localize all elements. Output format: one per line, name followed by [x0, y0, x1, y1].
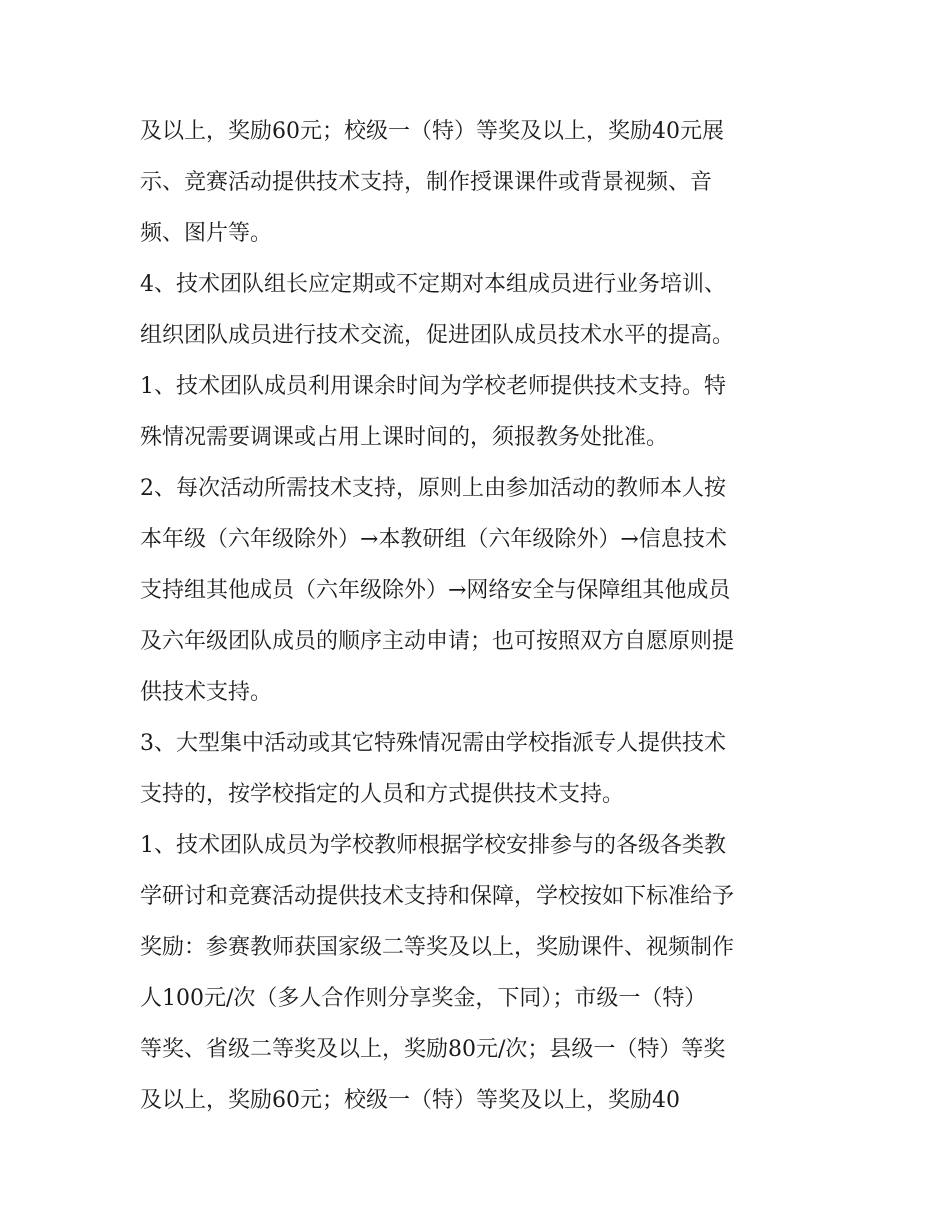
text-line: 学研讨和竞赛活动提供技术支持和保障，学校按如下标准给予	[140, 884, 735, 909]
document-body	[140, 106, 820, 1126]
text-line: 3、大型集中活动或其它特殊情况需由学校指派专人提供技术	[140, 731, 726, 756]
text-line: 殊情况需要调课或占用上课时间的，须报教务处批准。	[140, 425, 669, 450]
text-line: 组织团队成员进行技术交流，促进团队成员技术水平的提高。	[140, 323, 735, 348]
text-line: 本年级（六年级除外）→本教研组（六年级除外）→信息技术	[140, 527, 727, 552]
text-line: 1、技术团队成员为学校教师根据学校安排参与的各级各类教	[140, 833, 726, 858]
text-line: 2、每次活动所需技术支持，原则上由参加活动的教师本人按	[140, 476, 726, 501]
text-line: 及以上，奖励60元；校级一（特）等奖及以上，奖励40元展	[140, 119, 724, 144]
text-line: 及以上，奖励60元；校级一（特）等奖及以上，奖励40	[140, 1088, 680, 1113]
text-line: 支持的，按学校指定的人员和方式提供技术支持。	[140, 782, 625, 807]
text-line: 1、技术团队成员利用课余时间为学校老师提供技术支持。特	[140, 374, 726, 399]
text-line: 供技术支持。	[140, 680, 273, 705]
text-line: 支持组其他成员（六年级除外）→网络安全与保障组其他成员	[140, 578, 731, 603]
text-line: 人100元/次（多人合作则分享奖金，下同）；市级一（特）	[140, 986, 707, 1011]
text-line: 等奖、省级二等奖及以上，奖励80元/次；县级一（特）等奖	[140, 1037, 726, 1062]
text-line: 4、技术团队组长应定期或不定期对本组成员进行业务培训、	[140, 272, 726, 297]
text-line: 奖励：参赛教师获国家级二等奖及以上，奖励课件、视频制作	[140, 935, 735, 960]
text-line: 频、图片等。	[140, 221, 273, 246]
text-line: 及六年级团队成员的顺序主动申请；也可按照双方自愿原则提	[140, 629, 735, 654]
text-line: 示、竞赛活动提供技术支持，制作授课课件或背景视频、音	[140, 170, 713, 195]
